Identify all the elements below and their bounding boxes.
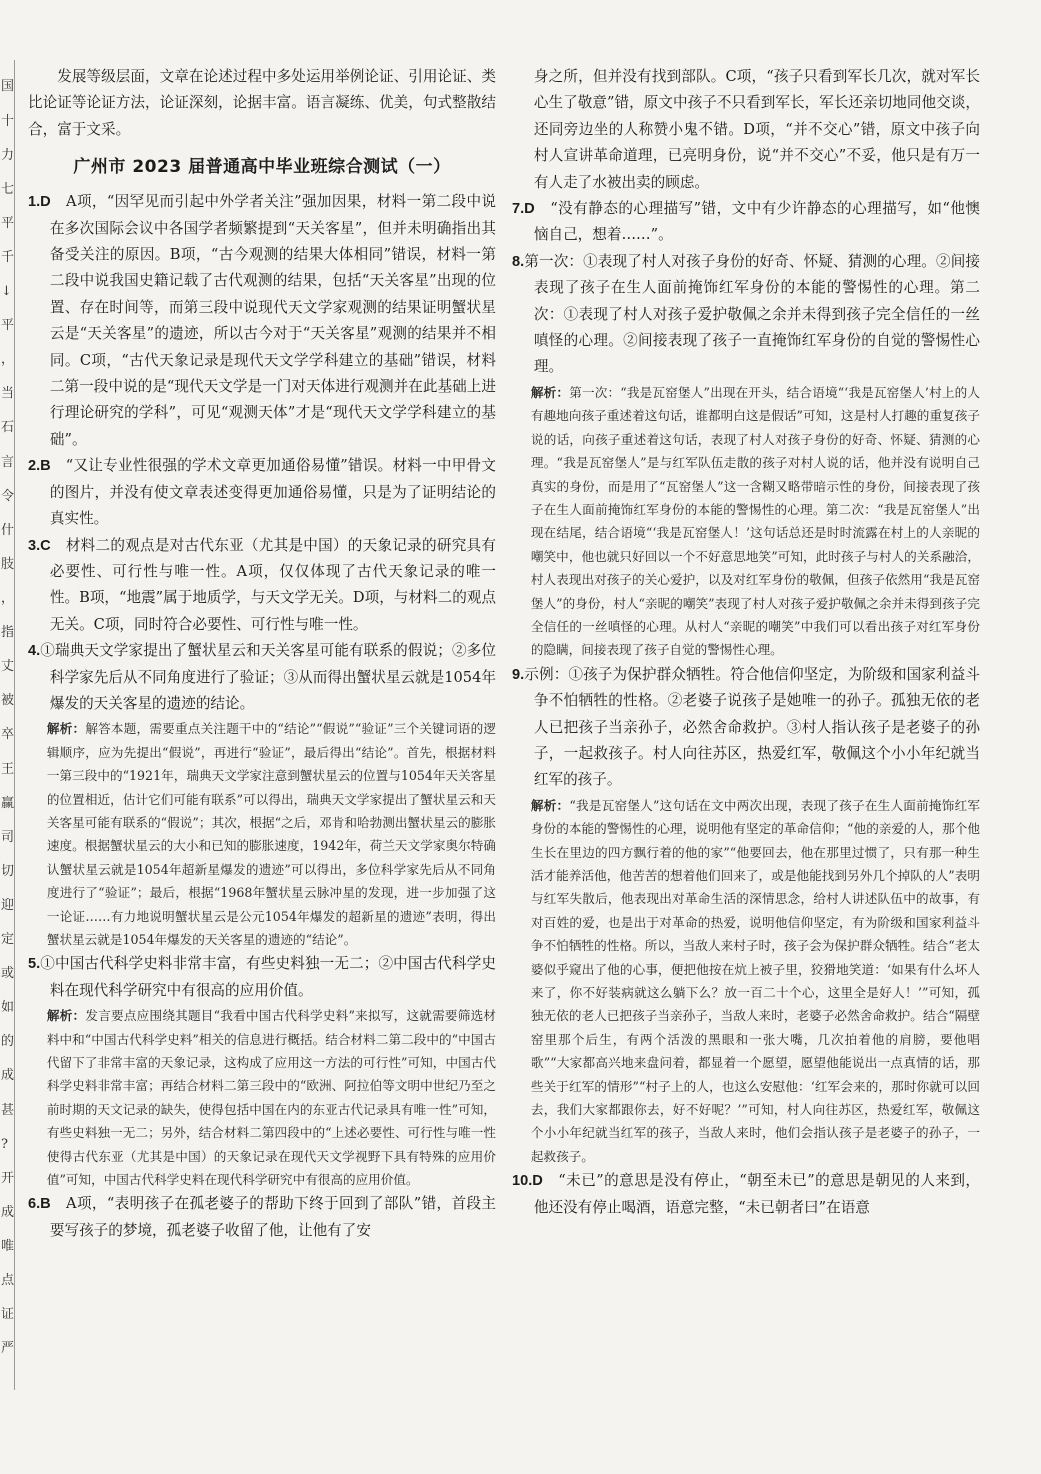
q2-text: “又让专业性很强的学术文章更加通俗易懂”错误。材料一中甲骨文的图片，并没有使文章表述变得更加通俗易懂，只是为了证明结论的真实性。: [49, 457, 496, 528]
bleed-char: 石: [1, 420, 15, 435]
question-7: [512, 196, 980, 249]
q9-analysis-label: 解析：: [530, 797, 570, 813]
q6-text-part-a: A项，“表明孩子在孤老婆子的帮助下终于回到了部队”错，首段主要写孩子的梦境，孤老婆子收留了他，让他有了安: [49, 1195, 496, 1239]
q6-number: 6.B: [28, 1196, 51, 1213]
bleed-char: 切: [1, 864, 15, 879]
bleed-char: 甚: [1, 1103, 15, 1118]
bleed-char: 千: [1, 250, 15, 265]
bleed-char: 肢: [1, 557, 15, 572]
q1-number: 1.D: [28, 194, 51, 211]
question-6: [28, 1191, 496, 1244]
q3-text: 材料二的观点是对古代东亚（尤其是中国）的天象记录的研究具有必要性、可行性与唯一性。A项，仅仅体现了古代天象记录的唯一性。B项，“地震”属于地质学，与天文学无关。D项，与材料二的观点无关。C项，同时符合必要性、可行性与唯一性。: [49, 536, 496, 633]
q1-text: A项，“因罕见而引起中外学者关注”强加因果，材料一第二段中说在多次国际会议中各国学者频繁提到“天关客星”，但并未明确指出其备受关注的原因。B项，“古今观测的结果大体相同”错误，材料一第二段中说我国史籍记载了古代观测的结果，包括“天关客星”出现的位置、存在时间等，而第三段中说现代天文学家观测的结果证明蟹状星云是“天关客星”的遗迹，所以古今对于“天关客星”观测的结果并不相同。C项，“古代天象记录是现代天文学学科建立的基础”错误，材料二第一段中说的是“现代天文学是一门对天体进行观测并在此基础上进行理论研究的学科”，可见“观测天体”才是“现代天文学学科建立的基础”。: [49, 193, 496, 448]
q2-number: 2.B: [28, 458, 51, 475]
q9-analysis-text: “我是瓦窑堡人”这句话在文中两次出现，表现了孩子在生人面前掩饰红军身份的本能的警惕性的心理，说明他有坚定的革命信仰；“他的亲爱的人，那个他生长在里边的四方飘行着的他的家”“他要回去，他在那里过惯了，只有那一种生活才能养活他，他苦苦的想着他们回来了，或是他能找到另外几个掉队的人”表明与红军失散后，他表现出对革命生活的深情思念，给村人讲述队伍中的故事，有对百姓的爱，也是出于对革命的热爱，说明他信仰坚定，有为阶级和国家利益斗争不怕牺牲的性格。所以，当敌人来村子时，孩子会为保护群众牺牲。结合“老太婆似乎窥出了他的心事，便把他按在炕上被子里，狡猾地笑道：‘如果有什么坏人来了，你不好装病就这么躺下么？放一百二十个心，这里全是好人！’”可知，孤独无依的老人已把孩子当亲孙子，当敌人来时，老婆子必然舍命救护。结合“隔壁窑里那个后生，有两个活泼的黑眼和一张大嘴，几次拍着他的肩膀，要他唱歌”“大家都高兴地来盘问着，都显着一个愿望，愿望他能说出一点真情的话，那些关于红军的情形”“村子上的人，也这么安慰他：‘红军会来的，那时你就可以回去，我们大家都跟你去，好不好呢？’”可知，村人向往苏区，热爱红军，敬佩这个小小年纪就当红军的孩子，当敌人来时，他们会指认孩子是老婆子的孙子，一起救孩子。: [530, 797, 981, 1164]
q6-continued: 身之所，但并没有找到部队。C项，“孩子只看到军长几次，就对军长心生了敬意”错，原文中孩子不只看到军长，军长还亲切地同他交谈，还同旁边坐的人称赞小鬼不错。D项，“并不交心”错，原文中孩子向村人宣讲革命道理，已亮明身份，说“并不交心”不妥，他只是有万一有人走了水被出卖的顾虑。: [533, 68, 980, 191]
left-column: [28, 64, 496, 1244]
q5-analysis-label: 解析：: [46, 1008, 86, 1024]
q5-analysis: [28, 1004, 496, 1191]
question-10: [512, 1168, 980, 1221]
question-8: [512, 249, 980, 381]
q8-answer-first: 第一次：①表现了村人对孩子身份的好奇、怀疑、猜测的心理。②间接表现了孩子在生人面前掩饰红军身份的本能的警惕性的心理。: [524, 252, 980, 297]
right-column: [512, 64, 980, 1221]
q7-number: 7.D: [512, 201, 535, 218]
bleed-char: 开: [1, 1171, 15, 1186]
adjacent-page-bleed: [0, 60, 15, 1390]
bleed-char: 指: [1, 625, 15, 640]
bleed-char: 严: [1, 1341, 15, 1356]
q4-answer: ①瑞典天文学家提出了蟹状星云和天关客星可能有联系的假说；②多位科学家先后从不同角度进行了验证；③从而得出蟹状星云就是1054年爆发的天关客星的遗迹的结论。: [40, 642, 496, 712]
q8-number: 8.: [512, 253, 525, 270]
bleed-char: 成: [1, 1205, 15, 1220]
q8-analysis-label: 解析：: [530, 384, 570, 400]
bleed-char: 国: [1, 79, 15, 94]
q10-text: “未已”的意思是没有停止，“朝至未已”的意思是朝见的人来到，他还没有停止喝酒，语意完整，“未已朝者曰”在语意: [533, 1172, 980, 1216]
q10-number: 10.D: [512, 1173, 543, 1190]
bleed-char: 力: [1, 148, 15, 163]
bleed-char: 丈: [1, 659, 15, 674]
question-5: [28, 951, 496, 1004]
q4-analysis-label: 解析：: [46, 721, 86, 737]
bleed-char: 令: [1, 489, 15, 504]
bleed-char: ，: [1, 591, 15, 606]
q5-number: 5.: [28, 956, 41, 973]
bleed-char: 平: [1, 216, 15, 231]
q8-analysis: [512, 381, 980, 662]
section-title: 广州市 2023 届普通高中毕业班综合测试（一）: [73, 157, 451, 178]
q8-answer-second: 第二次：①表现了村人对孩子爱护敬佩之余并未得到孩子完全信任的一丝嗔怪的心理。②间接表现了孩子一直掩饰红军身份的自觉的警惕性心理。: [533, 279, 980, 376]
bleed-char: 点: [1, 1273, 15, 1288]
q7-text: “没有静态的心理描写”错，文中有少许静态的心理描写，如“他懊恼自己，想着……”。: [533, 200, 980, 244]
bleed-char: 王: [1, 762, 15, 777]
bleed-char: 迎: [1, 898, 15, 913]
question-3: [28, 533, 496, 639]
bleed-char: 被: [1, 693, 15, 708]
bleed-char: ，: [1, 352, 15, 367]
bleed-char: 司: [1, 830, 15, 845]
bleed-char: 十: [1, 114, 15, 129]
q9-number: 9.: [512, 666, 525, 683]
question-1: [28, 189, 496, 453]
bleed-char: 或: [1, 966, 15, 981]
bleed-char: 成: [1, 1068, 15, 1083]
q8-analysis-text: 第一次：“我是瓦窑堡人”出现在开头，结合语境“‘我是瓦窑堡人’村上的人有趣地向孩子重述着这句话，谁都明白这是假话”可知，这是村人打趣的重复孩子说的话，向孩子重述着这句话，表现了村人对孩子身份的好奇、怀疑、猜测的心理。“我是瓦窑堡人”是与红军队伍走散的孩子对村人说的话，他并没有说明自己真实的身份，而是用了“瓦窑堡人”这一含糊又略带暗示性的身份，间接表现了孩子在生人面前掩饰红军身份的本能的警惕性的心理。第二次：“我是瓦窑堡人”出现在结尾，结合语境“‘我是瓦窑堡人！’这句话总还是时时流露在村上的人亲昵的嘲笑中，他也就只好回以一个不好意思地笑”可知，此时孩子与村人的关系融洽，村人表现出对孩子的关心爱护，以及对红军身份的敬佩，但孩子依然用“我是瓦窑堡人”的身份，村人“亲昵的嘲笑”表现了村人对孩子爱护敬佩之余并未得到孩子完全信任的一丝嗔怪的心理。从村人“亲昵的嘲笑”中我们可以看出孩子对红军身份的隐瞒，间接表现了孩子自觉的警惕性心理。: [530, 384, 980, 658]
bleed-char: 如: [1, 1000, 15, 1015]
question-2: [28, 453, 496, 532]
q4-number: 4.: [28, 643, 41, 660]
bleed-char: 言: [1, 455, 15, 470]
q5-analysis-text: 发言要点应围绕其题目“我看中国古代科学史料”来拟写，这就需要筛选材料中和“中国古代科学史料”相关的信息进行概括。结合材料二第二段中的“中国古代留下了非常丰富的天象记录，这构成了应用这一方法的可行性”可知，中国古代科学史料非常丰富；再结合材料二第三段中的“欧洲、阿拉伯等文明中世纪乃至之前时期的天文记录的缺失，使得包括中国在内的东亚古代记录具有唯一性”可知，有些史料独一无二；另外，结合材料二第四段中的“上述必要性、可行性与唯一性使得古代东亚（尤其是中国）的天象记录在现代天文学视野下具有特殊的应用价值”可知，中国古代科学史料在现代科学研究中有很高的应用价值。: [46, 1008, 497, 1188]
bleed-char: ?: [1, 1137, 8, 1152]
intro-paragraph: 发展等级层面，文章在论述过程中多处运用举例论证、引用论证、类比论证等论证方法，论证深刻，论据丰富。语言凝练、优美，句式整散结合，富于文采。: [28, 68, 496, 138]
question-4: [28, 638, 496, 717]
bleed-char: 定: [1, 932, 15, 947]
bleed-char: ↓: [1, 284, 12, 299]
bleed-char: 唯: [1, 1239, 15, 1254]
bleed-char: 什: [1, 523, 15, 538]
bleed-char: 平: [1, 318, 15, 333]
bleed-char: 证: [1, 1307, 15, 1322]
q9-answer: 示例：①孩子为保护群众牺牲。符合他信仰坚定，为阶级和国家利益斗争不怕牺牲的性格。②老婆子说孩子是她唯一的孙子。孤独无依的老人已把孩子当亲孙子，必然舍命救护。③村人指认孩子是老婆子的孙子，一起救孩子。村人向往苏区，热爱红军，敬佩这个小小年纪就当红军的孩子。: [524, 665, 980, 789]
bleed-char: 赢: [1, 796, 15, 811]
bleed-char: 当: [1, 386, 15, 401]
bleed-char: 卒: [1, 727, 15, 742]
bleed-char: 的: [1, 1034, 15, 1049]
q5-answer: ①中国古代科学史料非常丰富，有些史料独一无二；②中国古代科学史料在现代科学研究中有很高的应用价值。: [40, 955, 496, 999]
q4-analysis-text: 解答本题，需要重点关注题干中的“结论”“假说”“验证”三个关键词语的逻辑顺序，应为先提出“假说”，再进行“验证”，最后得出“结论”。首先，根据材料一第三段中的“1921年，瑞典天文学家注意到蟹状星云的位置与1054年天关客星的位置相近，估计它们可能有联系”可以得出，瑞典天文学家提出了蟹状星云和天关客星可能有联系的“假说”；其次，根据“之后，邓肯和哈勃测出蟹状星云的膨胀速度。根据蟹状星云的大小和已知的膨胀速度，1942年，荷兰天文学家奥尔特确认蟹状星云就是1054年超新星爆发的遗迹”可以得出，多位科学家先后从不同角度进行了“验证”；最后，根据“1968年蟹状星云脉冲星的发现，进一步加强了这一论证……有力地说明蟹状星云是公元1054年爆发的超新星的遗迹”表明，得出蟹状星云就是1054年爆发的天关客星的遗迹的“结论”。: [46, 721, 496, 947]
bleed-char: 七: [1, 182, 15, 197]
question-9: [512, 662, 980, 794]
q9-analysis: [512, 794, 980, 1169]
q3-number: 3.C: [28, 537, 51, 554]
q4-analysis: [28, 717, 496, 951]
